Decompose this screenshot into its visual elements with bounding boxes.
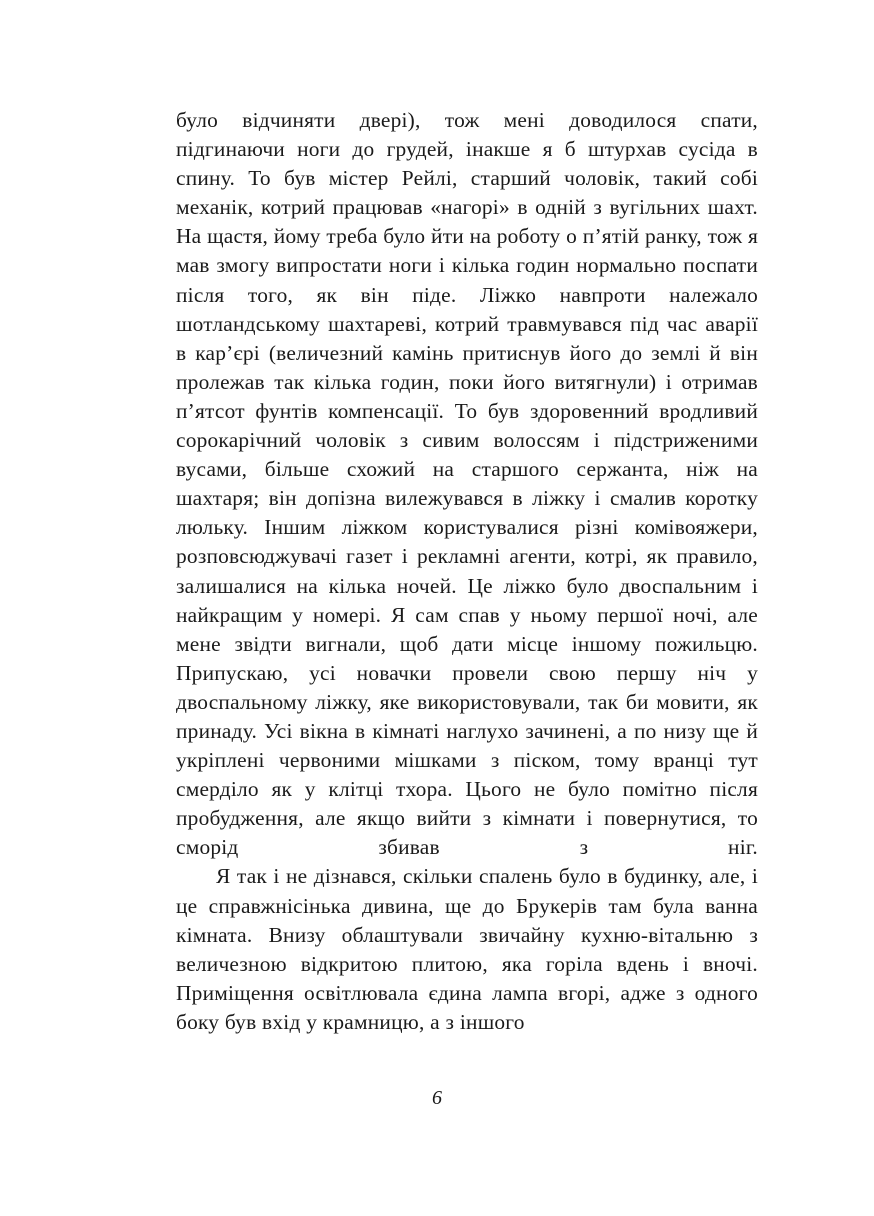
page-number: 6 — [432, 1087, 442, 1109]
page-text-block — [176, 106, 758, 1037]
paragraph-continued: було відчиняти двері), тож мені доводилося спати, підгинаючи ноги до грудей, інакше я б штурхав сусіда в спину. То був містер Рейлі, старший чоловік, такий собі механік, котрий працював «нагорі» в одній з вугільних шахт. На щастя, йому треба було йти на роботу о п’ятій ранку, тож я мав змогу випростати ноги і кілька годин нормально поспати після того, як він піде. Ліжко навпроти належало шотландському шахтареві, котрий травмувався під час аварії в кар’єрі (величезний камінь притиснув його до землі й він пролежав так кілька годин, поки його витягнули) і отримав п’ятсот фунтів компенсації. То був здоровенний вродливий сорокарічний чоловік з сивим волоссям і підстриженими вусами, більше схожий на старшого сержанта, ніж на шахтаря; він допізна вилежувався в ліжку і смалив коротку люльку. Іншим ліжком користувалися різні комівояжери, розповсюджувачі газет і рекламні агенти, котрі, як правило, залишалися на кілька ночей. Це ліжко було двоспальним і найкращим у номері. Я сам спав у ньому першої ночі, але мене звідти вигнали, щоб дати місце іншому пожильцю. Припускаю, усі новачки провели свою першу ніч у двоспальному ліжку, яке використовували, так би мовити, як принаду. Усі вікна в кімнаті наглухо зачинені, а по низу ще й укріплені червоними мішками з піском, тому вранці тут смерділо як у клітці тхора. Цього не було помітно після пробудження, але якщо вийти з кімнати і повернутися, то сморід збивав з ніг. — [176, 108, 758, 860]
paragraph-bedrooms: Я так і не дізнався, скільки спалень було в будинку, але, і це справжнісінька дивина, ще до Брукерів там була ванна кімната. Внизу облаштували звичайну кухню-вітальню з величезною відкритою плитою, яка горіла вдень і вночі. Приміщення освітлювала єдина лампа вгорі, адже з одного боку був вхід у крамницю, а з іншого — [176, 864, 758, 1034]
